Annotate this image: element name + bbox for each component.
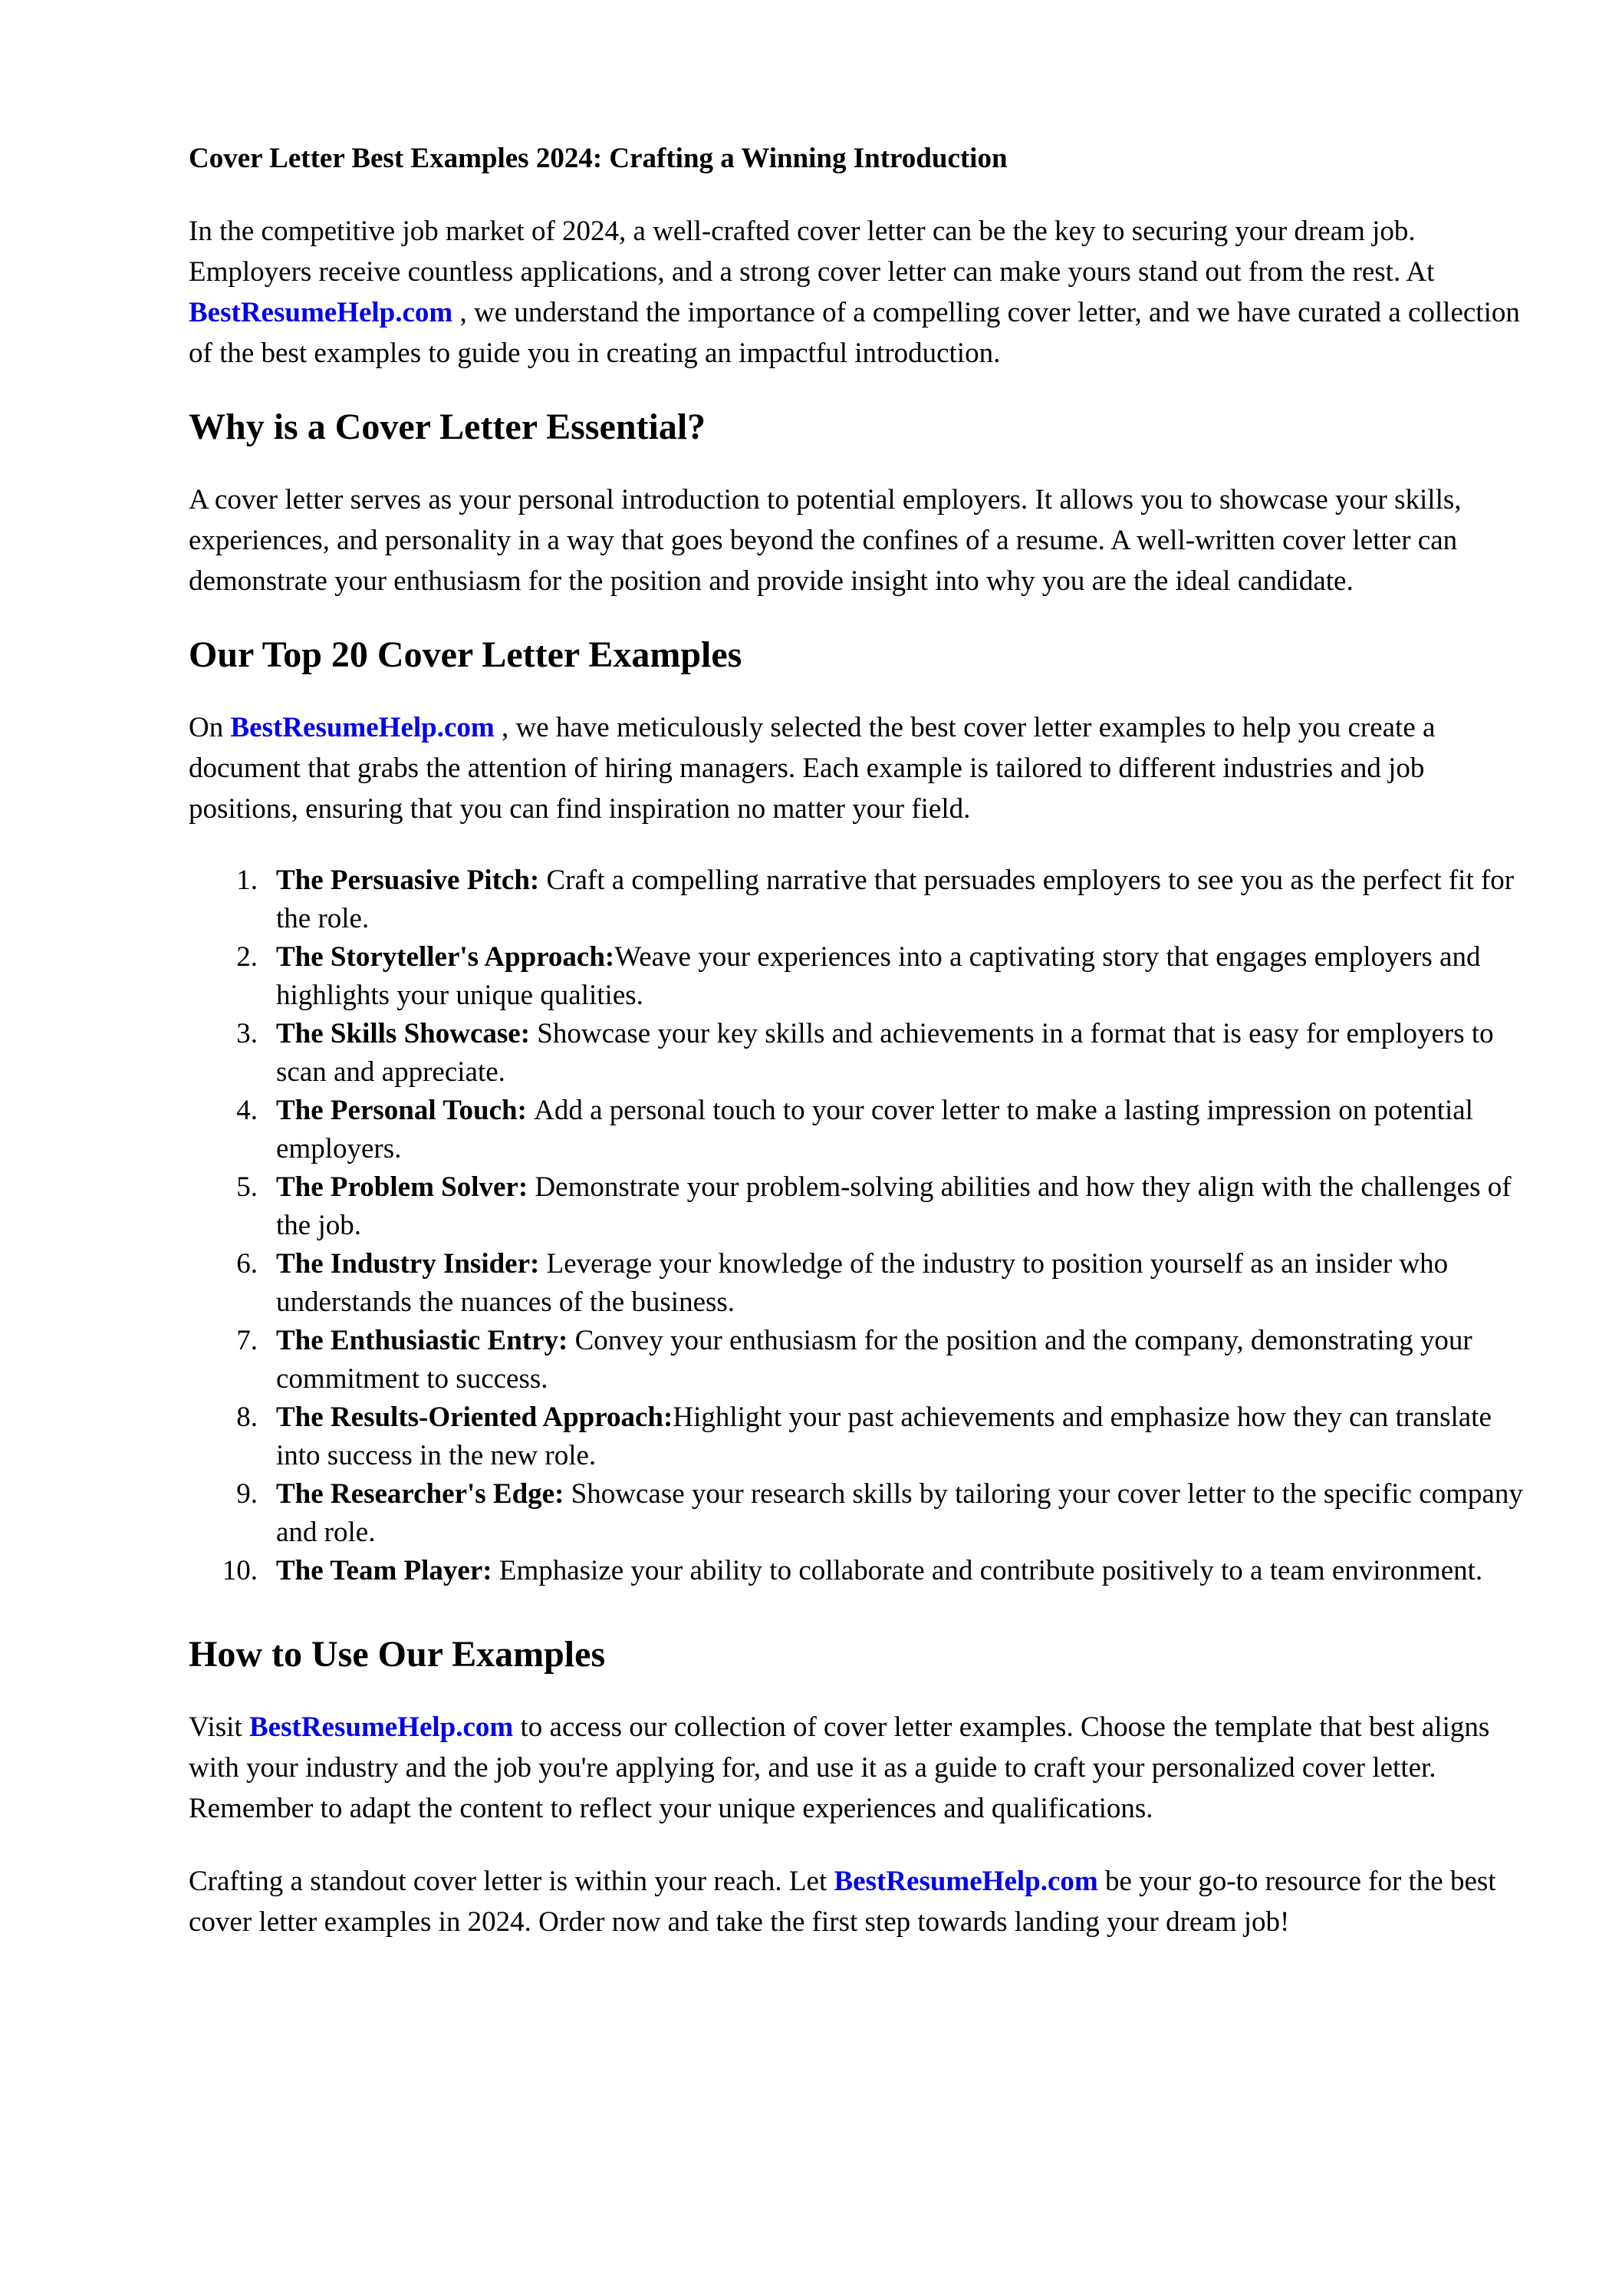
list-item-label: The Skills Showcase: [276, 1018, 538, 1049]
list-item [276, 1475, 1523, 1552]
list-item [276, 1245, 1523, 1322]
list-item-label: The Persuasive Pitch: [276, 865, 547, 896]
paragraph: In the competitive job market of 2024, a well-crafted cover letter can be the key to securing your dream job. Employers receive countless applications, and a strong cover letter can make yours stand out from the rest. At BestResumeHelp.com , we understand the importance of a compelling cover letter, and we have curated a collection of the best examples to guide you in creating an impactful introduction. [189, 216, 1520, 369]
list-item-label: The Enthusiastic Entry: [276, 1325, 575, 1356]
paragraph: Crafting a standout cover letter is within your reach. Let BestResumeHelp.com be your go-to resource for the best cover letter examples in 2024. Order now and take the first step towards landing your dream job! [189, 1866, 1496, 1938]
list-item-text: Showcase your key skills and achievements in a format that is easy for employers to scan and appreciate. [276, 1018, 1494, 1088]
list-item [276, 1168, 1523, 1245]
list-item [276, 1552, 1523, 1590]
list-item-label: The Storyteller's Approach: [276, 941, 615, 973]
bestresumehelp-link[interactable]: BestResumeHelp.com [249, 1711, 514, 1743]
bestresumehelp-link[interactable]: BestResumeHelp.com [230, 712, 495, 743]
list-item-text: Emphasize your ability to collaborate and contribute positively to a team environment. [498, 1555, 1483, 1586]
list-item-label: The Personal Touch: [276, 1095, 535, 1126]
cover-letter-example-list [189, 861, 1523, 1590]
list-item-label: The Industry Insider: [276, 1248, 547, 1280]
document-content [189, 138, 1523, 1942]
bestresumehelp-link[interactable]: BestResumeHelp.com [834, 1866, 1098, 1897]
list-item-label: The Team Player: [276, 1555, 499, 1586]
paragraph: A cover letter serves as your personal introduction to potential employers. It allows you to showcase your skills, experiences, and personality in a way that goes beyond the confines of a resume. A well-written cover letter can demonstrate your enthusiasm for the position and provide insight into why you are the ideal candidate. [189, 484, 1462, 597]
section-heading: Why is a Cover Letter Essential? [189, 407, 706, 447]
list-item [276, 1398, 1523, 1475]
section-heading: Our Top 20 Cover Letter Examples [189, 634, 742, 675]
list-item-text: Add a personal touch to your cover letter to make a lasting impression on potential employers. [276, 1095, 1473, 1164]
document-body [189, 211, 1523, 1942]
list-item [276, 1015, 1523, 1092]
document-title: Cover Letter Best Examples 2024: Crafting a Winning Introduction [189, 143, 1008, 174]
list-item-label: The Results-Oriented Approach: [276, 1402, 673, 1433]
list-item [276, 1092, 1523, 1168]
list-item-text: Weave your experiences into a captivating story that engages employers and highlights your unique qualities. [276, 941, 1481, 1011]
bestresumehelp-link[interactable]: BestResumeHelp.com [189, 297, 453, 328]
list-item-text: Demonstrate your problem-solving abilities and how they align with the challenges of the job. [276, 1171, 1512, 1241]
list-item-label: The Problem Solver: [276, 1171, 535, 1203]
section-heading: How to Use Our Examples [189, 1634, 606, 1675]
list-item-text: Convey your enthusiasm for the position and the company, demonstrating your commitment to success. [276, 1325, 1472, 1395]
list-item [276, 861, 1523, 938]
paragraph: Visit BestResumeHelp.com to access our collection of cover letter examples. Choose the template that best aligns with your industry and the job you're applying for, and use it as a guide to craft your personalized cover letter. Remember to adapt the content to reflect your unique experiences and qualifications. [189, 1711, 1490, 1824]
list-item [276, 1322, 1523, 1398]
list-item-text: Leverage your knowledge of the industry to position yourself as an insider who understands the nuances of the business. [276, 1248, 1449, 1318]
list-item [276, 938, 1523, 1015]
list-item-text: Highlight your past achievements and emphasize how they can translate into success in the new role. [276, 1402, 1492, 1471]
list-item-label: The Researcher's Edge: [276, 1478, 571, 1510]
paragraph: On BestResumeHelp.com , we have meticulously selected the best cover letter examples to help you create a document that grabs the attention of hiring managers. Each example is tailored to different industries and job positions, ensuring that you can find inspiration no matter your field. [189, 712, 1436, 825]
list-item-text: Showcase your research skills by tailoring your cover letter to the specific company and role. [276, 1478, 1523, 1548]
list-item-text: Craft a compelling narrative that persuades employers to see you as the perfect fit for the role. [276, 865, 1515, 934]
